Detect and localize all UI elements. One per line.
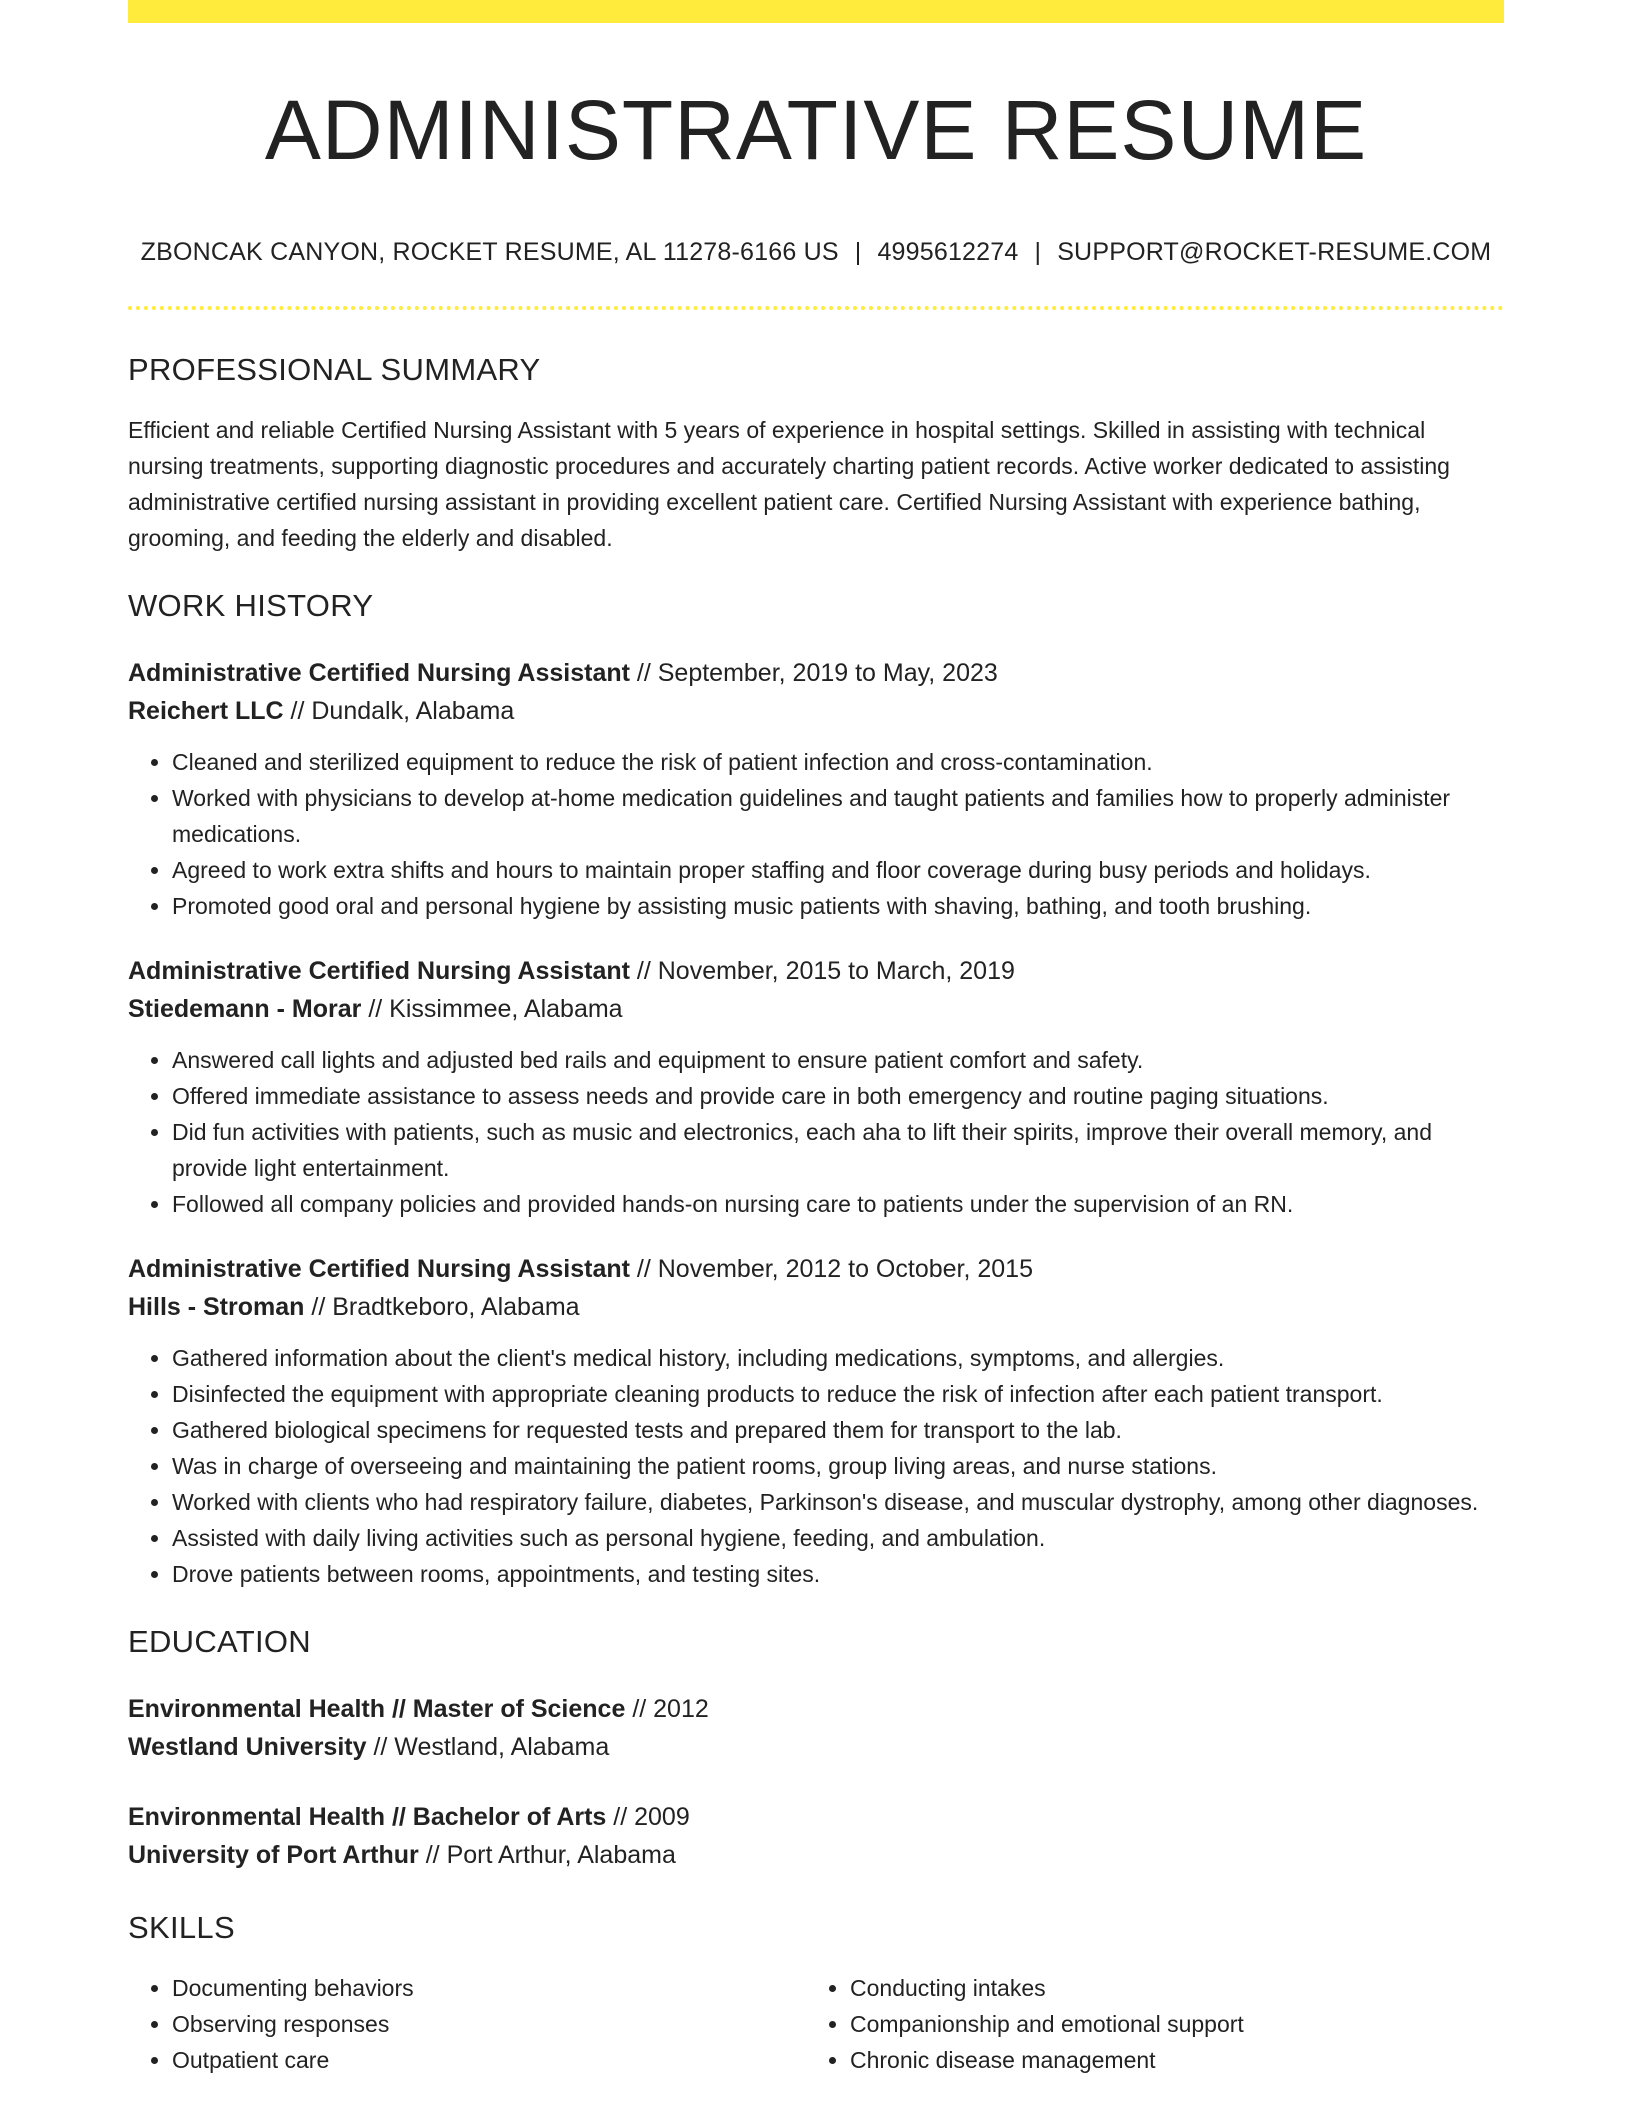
job-title: Administrative Certified Nursing Assistant: [128, 659, 630, 687]
skills-column-left: [128, 1970, 806, 2078]
list-item: • Outpatient care: [172, 2042, 806, 2078]
list-item: • Promoted good oral and personal hygiene by assisting music patients with shaving, bathing, and tooth brushing.: [172, 888, 1504, 924]
education-entry: [128, 1798, 1504, 1874]
work-history-heading: WORK HISTORY: [128, 588, 374, 623]
degree: Environmental Health // Master of Science: [128, 1695, 626, 1723]
list-item: • Answered call lights and adjusted bed rails and equipment to ensure patient comfort and safety.: [172, 1042, 1504, 1078]
list-item: • Was in charge of overseeing and maintaining the patient rooms, group living areas, and nurse stations.: [172, 1448, 1504, 1484]
list-item: • Worked with physicians to develop at-home medication guidelines and taught patients and families how to properly administer medications.: [172, 780, 1504, 852]
list-item: • Assisted with daily living activities such as personal hygiene, feeding, and ambulation.: [172, 1520, 1504, 1556]
degree: Environmental Health // Bachelor of Arts: [128, 1803, 607, 1831]
contact-separator: |: [854, 238, 862, 266]
list-item: • Offered immediate assistance to assess needs and provide care in both emergency and routine paging situations.: [172, 1078, 1504, 1114]
contact-address: ZBONCAK CANYON, ROCKET RESUME, AL 11278-6166 US: [140, 238, 839, 266]
job-company: Reichert LLC: [128, 697, 284, 725]
school-line: [128, 1728, 1504, 1766]
school: University of Port Arthur: [128, 1841, 419, 1869]
contact-phone: 4995612274: [877, 238, 1019, 266]
list-item: • Worked with clients who had respiratory failure, diabetes, Parkinson's disease, and muscular dystrophy, among other diagnoses.: [172, 1484, 1504, 1520]
school: Westland University: [128, 1733, 367, 1761]
contact-line: [128, 236, 1504, 268]
job-location: // Bradtkeboro, Alabama: [304, 1293, 580, 1321]
skills-list: [128, 1970, 1504, 2078]
list-item: • Gathered information about the client's medical history, including medications, symptoms, and allergies.: [172, 1340, 1504, 1376]
job-title-line: [128, 654, 1504, 692]
degree-line: [128, 1798, 1504, 1836]
school-location: // Westland, Alabama: [366, 1733, 610, 1761]
job-dates: // November, 2015 to March, 2019: [629, 957, 1015, 985]
job-title: Administrative Certified Nursing Assistant: [128, 1255, 630, 1283]
job-title-line: [128, 952, 1504, 990]
job-company-line: [128, 990, 1504, 1028]
list-item: • Drove patients between rooms, appointments, and testing sites.: [172, 1556, 1504, 1592]
page-title: ADMINISTRATIVE RESUME: [264, 83, 1368, 177]
job-dates: // November, 2012 to October, 2015: [629, 1255, 1033, 1283]
job-entry: [128, 1250, 1504, 1592]
skills-heading: SKILLS: [128, 1910, 235, 1945]
job-company: Hills - Stroman: [128, 1293, 305, 1321]
job-title: Administrative Certified Nursing Assistant: [128, 957, 630, 985]
job-duties: [128, 1042, 1504, 1222]
list-item: • Companionship and emotional support: [850, 2006, 1484, 2042]
education-heading: EDUCATION: [128, 1624, 311, 1659]
job-company: Stiedemann - Morar: [128, 995, 362, 1023]
resume-page: [128, 0, 1504, 2078]
job-title-line: [128, 1250, 1504, 1288]
list-item: • Disinfected the equipment with appropriate cleaning products to reduce the risk of infection after each patient transport.: [172, 1376, 1504, 1412]
job-duties: [128, 1340, 1504, 1592]
education-entry: [128, 1690, 1504, 1766]
degree-line: [128, 1690, 1504, 1728]
list-item: • Observing responses: [172, 2006, 806, 2042]
job-duties: [128, 744, 1504, 924]
summary-heading: PROFESSIONAL SUMMARY: [128, 352, 541, 387]
dotted-divider: [128, 306, 1504, 310]
degree-year: // 2009: [606, 1803, 690, 1831]
school-line: [128, 1836, 1504, 1874]
summary-text: Efficient and reliable Certified Nursing Assistant with 5 years of experience in hospital settings. Skilled in assisting with technical nursing treatments, supporting diagnostic procedures and accurately charting patient records. Active worker dedicated to assisting administrative certified nursing assistant in providing excellent patient care. Certified Nursing Assistant with experience bathing, grooming, and feeding the elderly and disabled.: [128, 417, 1450, 551]
list-item: • Cleaned and sterilized equipment to reduce the risk of patient infection and cross-contamination.: [172, 744, 1504, 780]
list-item: • Followed all company policies and provided hands-on nursing care to patients under the supervision of an RN.: [172, 1186, 1504, 1222]
list-item: • Conducting intakes: [850, 1970, 1484, 2006]
job-dates: // September, 2019 to May, 2023: [629, 659, 998, 687]
job-entry: [128, 952, 1504, 1222]
job-location: // Dundalk, Alabama: [283, 697, 515, 725]
list-item: • Gathered biological specimens for requested tests and prepared them for transport to the lab.: [172, 1412, 1504, 1448]
contact-email: SUPPORT@ROCKET-RESUME.COM: [1057, 238, 1492, 266]
list-item: • Did fun activities with patients, such as music and electronics, each aha to lift their spirits, improve their overall memory, and provide light entertainment.: [172, 1114, 1504, 1186]
skills-column-right: [806, 1970, 1484, 2078]
list-item: • Documenting behaviors: [172, 1970, 806, 2006]
job-entry: [128, 654, 1504, 924]
list-item: • Chronic disease management: [850, 2042, 1484, 2078]
job-company-line: [128, 1288, 1504, 1326]
job-location: // Kissimmee, Alabama: [361, 995, 623, 1023]
degree-year: // 2012: [625, 1695, 709, 1723]
contact-separator: |: [1034, 238, 1042, 266]
list-item: • Agreed to work extra shifts and hours to maintain proper staffing and floor coverage during busy periods and holidays.: [172, 852, 1504, 888]
job-company-line: [128, 692, 1504, 730]
school-location: // Port Arthur, Alabama: [418, 1841, 676, 1869]
